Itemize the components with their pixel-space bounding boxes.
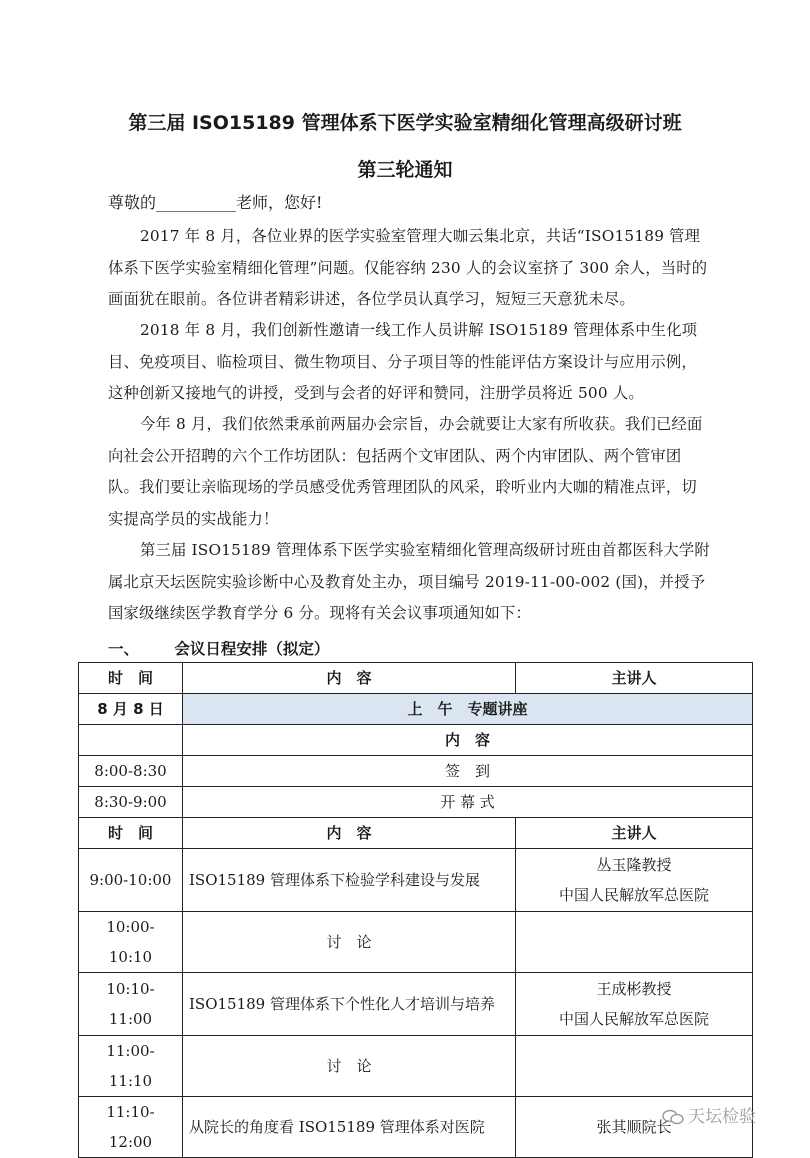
table-header-row-2 (79, 818, 753, 849)
speaker-cell (516, 973, 753, 1036)
greeting: 尊敬的__________老师，您好! (108, 193, 323, 212)
content-cell: 从院长的角度看 ISO15189 管理体系对医院 (183, 1097, 516, 1158)
table-row (79, 787, 753, 818)
document-subtitle: 第三轮通知 (357, 159, 453, 181)
content-cell: 开 幕 式 (183, 787, 753, 818)
content-cell: 讨 论 (183, 1036, 516, 1097)
header-time: 时 间 (79, 818, 183, 849)
paragraph-3: 今年 8 月，我们依然秉承前两届办会宗旨，办会就要让大家有所收获。我们已经面向社会公开招聘的六个工作坊团队：包括两个文审团队、两个内审团队、两个管审团队。我们要让亲临现场的学员感受优秀管理团队的风采，聆听业内大咖的精准点评，切实提高学员的实战能力！ (108, 415, 703, 528)
schedule-table (78, 662, 753, 1158)
paragraph-2: 2018 年 8 月，我们创新性邀请一线工作人员讲解 ISO15189 管理体系中生化项目、免疫项目、临检项目、微生物项目、分子项目等的性能评估方案设计与应用示例，这种创新又接地气的讲授，受到与会者的好评和赞同，注册学员将近 500 人。 (108, 321, 698, 402)
speaker-name: 丛玉隆教授 (596, 856, 672, 874)
header-speaker: 主讲人 (516, 818, 753, 849)
paragraph-4: 第三届 ISO15189 管理体系下医学实验室精细化管理高级研讨班由首都医科大学附属北京天坛医院实验诊断中心及教育处主办，项目编号 2019-11-00-002 (国)，并授予国家级继续医学教育学分 6 分。现将有关会议事项通知如下： (108, 541, 710, 622)
speaker-name: 王成彬教授 (596, 980, 672, 998)
time-cell: 9:00-10:00 (79, 849, 183, 912)
content-cell: ISO15189 管理体系下个性化人才培训与培养 (183, 973, 516, 1036)
time-cell: 10:00-10:10 (79, 912, 183, 973)
header-content: 内 容 (183, 663, 516, 694)
speaker-cell (516, 912, 753, 973)
header-content: 内 容 (183, 818, 516, 849)
watermark-text: 天坛检验 (688, 1107, 756, 1127)
speaker-org: 中国人民解放军总医院 (558, 886, 709, 904)
paragraph-1: 2017 年 8 月，各位业界的医学实验室管理大咖云集北京，共话“ISO15189 管理体系下医学实验室精细化管理”问题。仅能容纳 230 人的会议室挤了 300 余人，当时的画面犹在眼前。各位讲者精彩讲述，各位学员认真学习，短短三天意犹未尽。 (108, 227, 708, 308)
time-cell: 10:10-11:00 (79, 973, 183, 1036)
table-row (79, 756, 753, 787)
day-cell: 8 月 8 日 (79, 694, 183, 725)
speaker-cell (516, 849, 753, 912)
section-label: 会议日程安排（拟定） (174, 640, 330, 658)
content-cell: 讨 论 (183, 912, 516, 973)
table-row (79, 1036, 753, 1097)
header-speaker: 主讲人 (516, 663, 753, 694)
time-cell: 11:10-12:00 (79, 1097, 183, 1158)
section-number: 一、 (108, 640, 140, 658)
table-row (79, 1097, 753, 1158)
speaker-org: 中国人民解放军总医院 (558, 1010, 709, 1028)
header-time: 时 间 (79, 663, 183, 694)
time-cell: 8:30-9:00 (79, 787, 183, 818)
speaker-cell (516, 1036, 753, 1097)
content-cell: ISO15189 管理体系下检验学科建设与发展 (183, 849, 516, 912)
subheader-content: 内 容 (183, 725, 753, 756)
content-cell: 签 到 (183, 756, 753, 787)
day-row (79, 694, 753, 725)
time-cell: 8:00-8:30 (79, 756, 183, 787)
table-row (79, 912, 753, 973)
subheader-row (79, 725, 753, 756)
time-cell: 11:00-11:10 (79, 1036, 183, 1097)
document-title: 第三届 ISO15189 管理体系下医学实验室精细化管理高级研讨班 (128, 112, 682, 134)
section-heading (108, 637, 329, 659)
speaker-name: 张其顺院长 (516, 1097, 753, 1158)
wechat-icon (662, 1109, 684, 1125)
watermark (662, 1102, 756, 1127)
table-row (79, 973, 753, 1036)
empty-cell (79, 725, 183, 756)
table-header-row (79, 663, 753, 694)
table-row (79, 849, 753, 912)
session-cell: 上 午 专题讲座 (183, 694, 753, 725)
